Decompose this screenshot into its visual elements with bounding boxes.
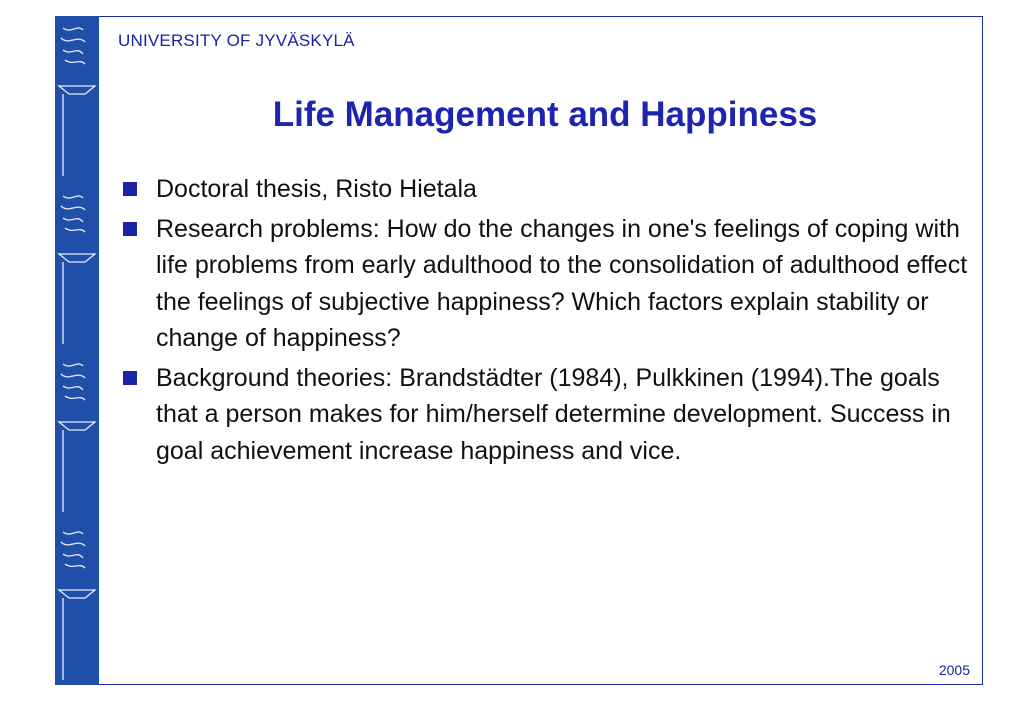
bullet-text: Doctoral thesis, Risto Hietala bbox=[156, 175, 477, 203]
decorative-sidebar bbox=[55, 16, 99, 685]
square-bullet-icon bbox=[123, 222, 137, 236]
bullet-item bbox=[121, 171, 971, 208]
bullet-item bbox=[121, 211, 971, 357]
university-header: UNIVERSITY OF JYVÄSKYLÄ bbox=[118, 31, 355, 50]
bullet-item bbox=[121, 360, 971, 470]
slide-title: Life Management and Happiness bbox=[272, 95, 818, 134]
square-bullet-icon bbox=[123, 371, 137, 385]
university-emblem-pattern-icon bbox=[55, 16, 99, 685]
footer-year: 2005 bbox=[938, 662, 970, 678]
bullet-text: Background theories: Brandstädter (1984), Pulkkinen (1994).The goals that a person makes for him/herself determine development. Success in goal achievement increase happiness and vice. bbox=[156, 363, 951, 465]
bullet-list bbox=[121, 171, 971, 472]
bullet-text: Research problems: How do the changes in one's feelings of coping with life problems from early adulthood to the consolidation of adulthood effect the feelings of subjective happiness? Which factors explain stability or change of happiness? bbox=[156, 214, 968, 352]
square-bullet-icon bbox=[123, 182, 137, 196]
